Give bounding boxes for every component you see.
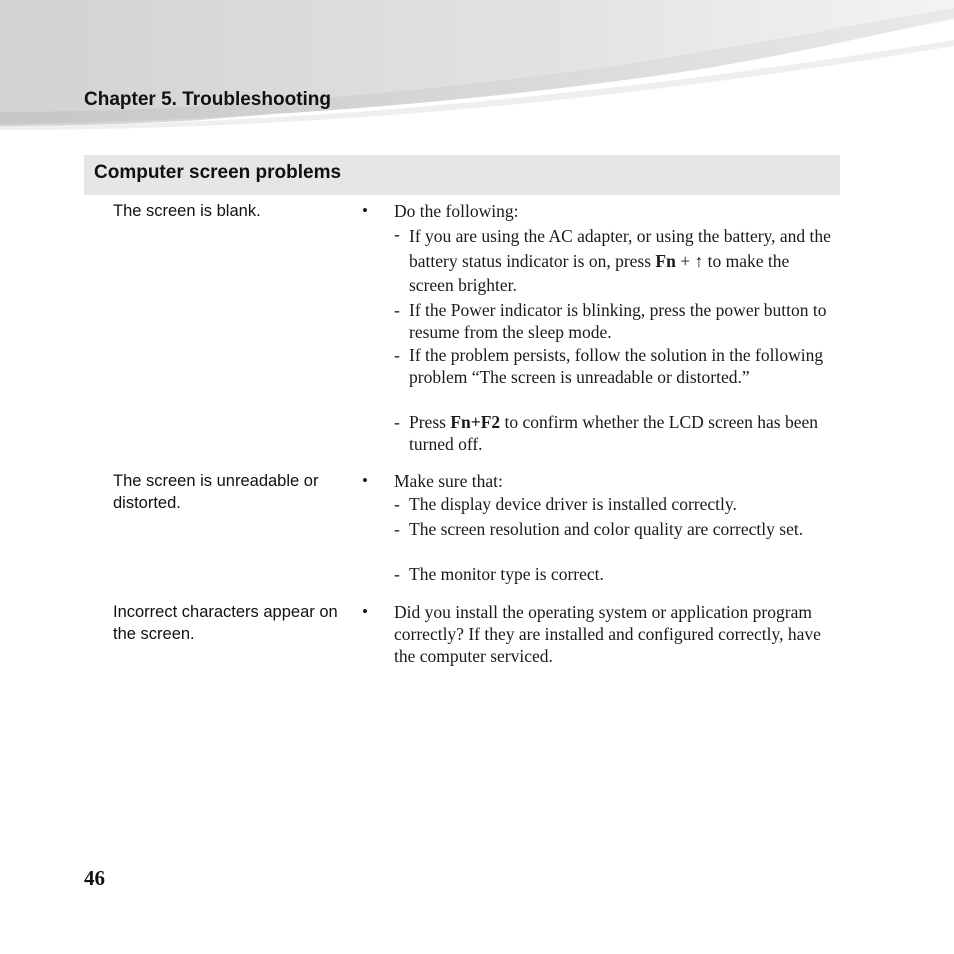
dash-marker: - bbox=[394, 224, 400, 244]
sub-item bbox=[394, 564, 834, 586]
dash-marker: - bbox=[394, 345, 400, 365]
solution-lead: Do the following: bbox=[394, 201, 519, 221]
sub-item-text: If the problem persists, follow the solution in the following problem “The screen is unreadable or distorted.” bbox=[409, 345, 824, 387]
bullet-icon: • bbox=[362, 201, 368, 220]
dash-marker: - bbox=[394, 519, 400, 539]
dash-marker: - bbox=[394, 412, 400, 432]
section-header-bar bbox=[84, 155, 840, 195]
key-combo: Fn bbox=[655, 250, 676, 271]
bullet-icon: • bbox=[362, 471, 368, 490]
sub-item-text: If you are using the AC adapter, or using the battery, and the battery status indicator is on, press Fn + ↑ to make the screen brighter. bbox=[409, 226, 831, 295]
sub-item bbox=[394, 494, 834, 516]
chapter-title: Chapter 5. Troubleshooting bbox=[84, 89, 332, 110]
sub-item-text: The display device driver is installed correctly. bbox=[409, 494, 737, 514]
up-arrow-icon: ↑ bbox=[694, 250, 704, 271]
dash-marker: - bbox=[394, 494, 400, 514]
solution-lead: Did you install the operating system or application program correctly? If they are installed and configured correctly, have the computer serviced. bbox=[394, 602, 821, 666]
sub-item bbox=[394, 300, 834, 343]
sub-item bbox=[394, 519, 834, 541]
problem-label-incorrect-characters: Incorrect characters appear on the screen. bbox=[113, 603, 338, 643]
section-title: Computer screen problems bbox=[94, 162, 342, 183]
sub-item bbox=[394, 224, 834, 298]
sub-item-text: The monitor type is correct. bbox=[409, 564, 604, 584]
dash-marker: - bbox=[394, 300, 400, 320]
problem-label-unreadable-screen: The screen is unreadable or distorted. bbox=[113, 472, 319, 512]
problem-label-blank-screen: The screen is blank. bbox=[113, 202, 261, 220]
dash-marker: - bbox=[394, 564, 400, 584]
page-number: 46 bbox=[84, 866, 105, 890]
key-combo: Fn+F2 bbox=[450, 412, 501, 432]
sub-item bbox=[394, 345, 834, 388]
header-swoosh-graphic bbox=[0, 0, 954, 135]
bullet-icon: • bbox=[362, 602, 368, 621]
sub-item-text: Press Fn+F2 to confirm whether the LCD screen has been turned off. bbox=[409, 412, 818, 454]
sub-item-text: The screen resolution and color quality are correctly set. bbox=[409, 519, 804, 539]
sub-item bbox=[394, 412, 834, 455]
solution-lead: Make sure that: bbox=[394, 471, 503, 491]
sub-item-text: If the Power indicator is blinking, press the power button to resume from the sleep mode. bbox=[409, 300, 827, 342]
